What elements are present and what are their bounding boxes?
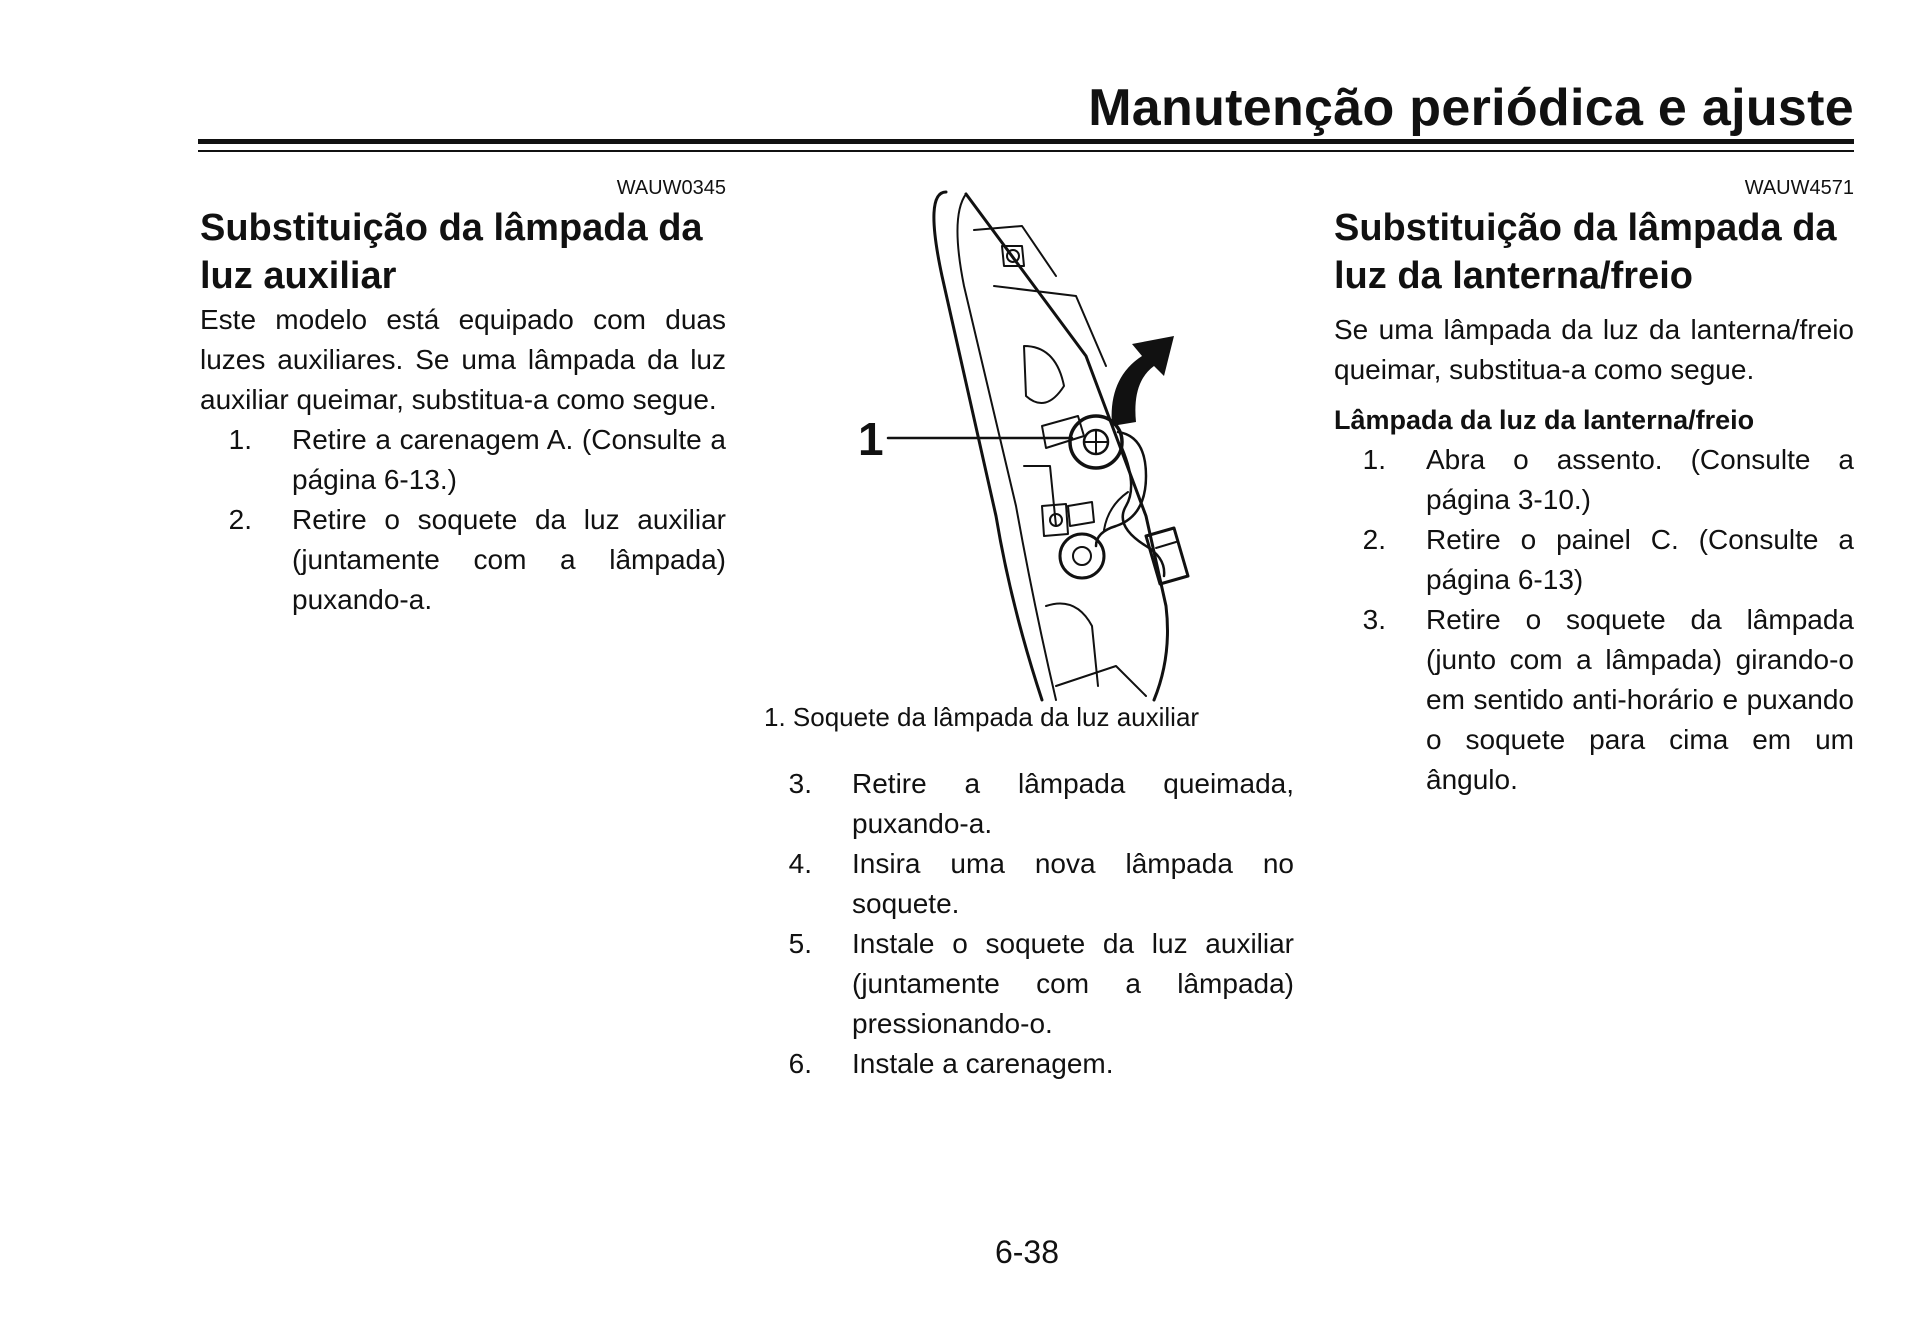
left-column <box>200 176 726 620</box>
step-text: Retire o soquete da luz auxiliar (juntamente com a lâmpada) puxando-a. <box>292 504 726 615</box>
section-title: Substituição da lâmpada da luz da lanterna/freio <box>1334 207 1837 297</box>
step-number: 1. <box>1362 444 1386 475</box>
header-rule-thick <box>198 139 1854 144</box>
step-text: Retire a lâmpada queimada, puxando-a. <box>852 768 1294 839</box>
step-number: 3. <box>788 768 812 799</box>
step-item <box>200 420 726 500</box>
step-number: 3. <box>1362 604 1386 635</box>
step-text: Retire o soquete da lâmpada (junto com a lâmpada) girando-o em sentido anti-horário e puxando o soquete para cima em um ângulo. <box>1426 604 1854 795</box>
step-number: 6. <box>788 1048 812 1079</box>
step-text: Instale o soquete da luz auxiliar (juntamente com a lâmpada) pressionando-o. <box>852 928 1294 1039</box>
step-item <box>1334 440 1854 520</box>
subsection-heading: Lâmpada da luz da lanterna/freio <box>1334 405 1755 435</box>
step-number: 2. <box>228 504 252 535</box>
step-text: Instale a carenagem. <box>852 1048 1114 1079</box>
step-item <box>760 844 1294 924</box>
illustration-drawing <box>846 186 1216 706</box>
step-list-continued <box>760 764 1294 1084</box>
step-number: 5. <box>788 928 812 959</box>
step-list <box>200 420 726 620</box>
header-rule-thin <box>198 150 1854 152</box>
step-item <box>1334 600 1854 800</box>
step-item <box>760 1044 1294 1084</box>
step-text: Abra o assento. (Consulte a página 3-10.) <box>1426 444 1854 515</box>
step-text: Retire a carenagem A. (Consulte a página 6-13.) <box>292 424 726 495</box>
section-title: Substituição da lâmpada da luz auxiliar <box>200 207 703 297</box>
step-item <box>1334 520 1854 600</box>
page-header-title: Manutenção periódica e ajuste <box>1088 79 1854 137</box>
step-number: 1. <box>228 424 252 455</box>
step-list <box>1334 440 1854 800</box>
bulb-socket-illustration <box>846 186 1216 706</box>
step-text: Retire o painel C. (Consulte a página 6-13) <box>1426 524 1854 595</box>
step-item <box>200 500 726 620</box>
figure-callout-number: 1 <box>858 413 884 465</box>
section-code: WAUW4571 <box>1744 177 1854 199</box>
section-code: WAUW0345 <box>616 177 726 199</box>
right-column <box>1334 176 1854 800</box>
page-number: 6-38 <box>994 1234 1060 1270</box>
step-item <box>760 924 1294 1044</box>
figure-caption: 1. Soquete da lâmpada da luz auxiliar <box>764 702 1200 732</box>
step-number: 4. <box>788 848 812 879</box>
section-intro: Este modelo está equipado com duas luzes auxiliares. Se uma lâmpada da luz auxiliar queimar, substitua-a como segue. <box>200 304 726 415</box>
step-text: Insira uma nova lâmpada no soquete. <box>852 848 1294 919</box>
section-intro: Se uma lâmpada da luz da lanterna/freio queimar, substitua-a como segue. <box>1334 314 1854 385</box>
step-item <box>760 764 1294 844</box>
step-number: 2. <box>1362 524 1386 555</box>
